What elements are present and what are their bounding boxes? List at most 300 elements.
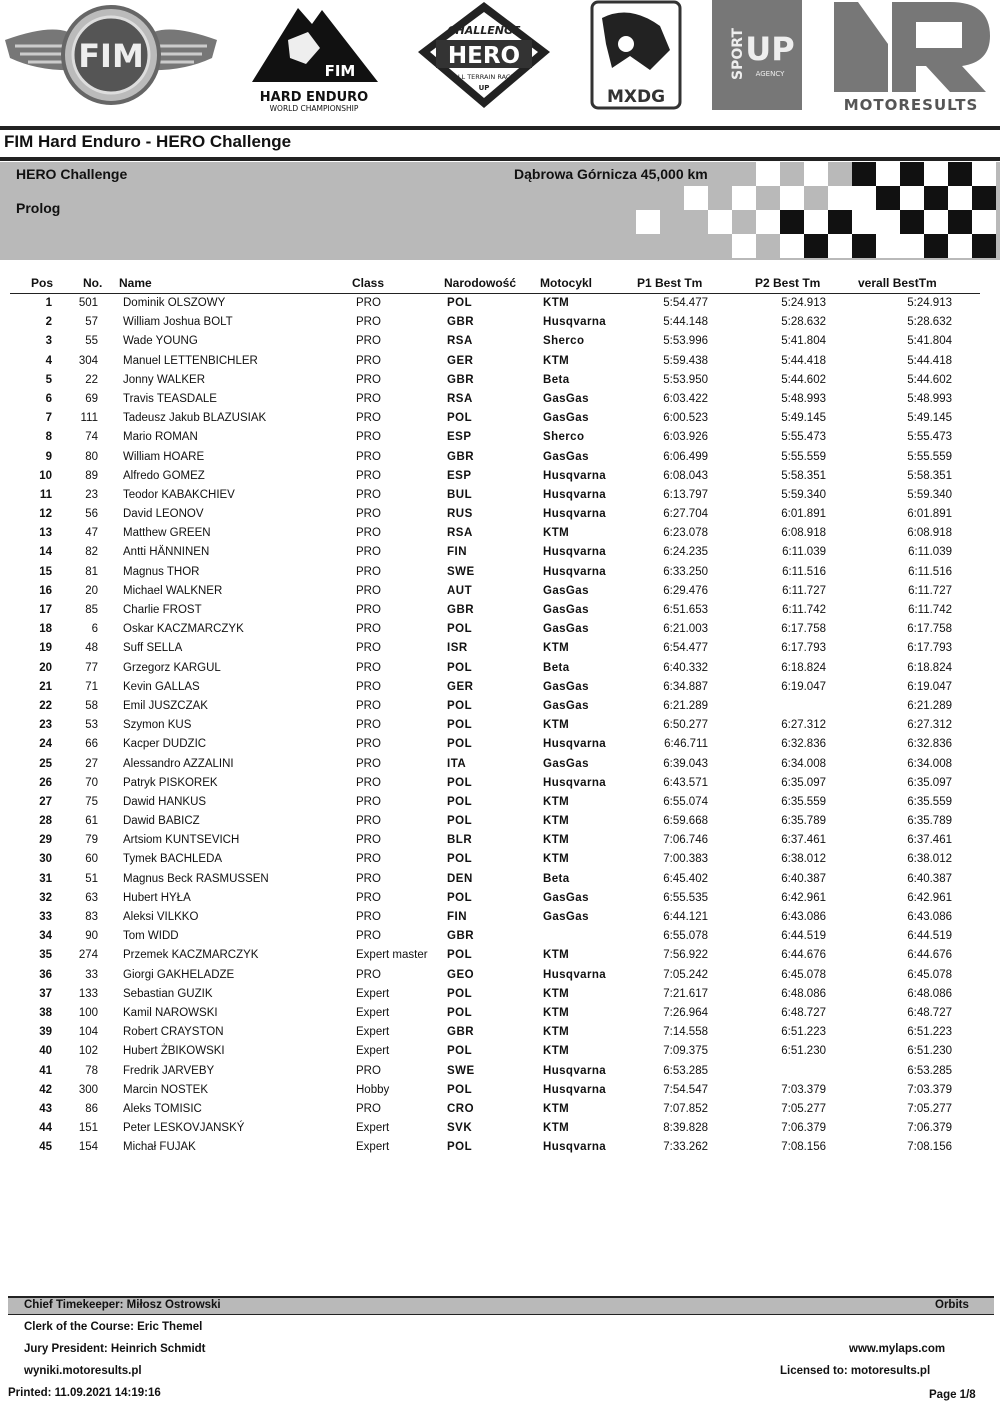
svg-text:SPORT: SPORT bbox=[730, 28, 746, 80]
row-nationality: RUS bbox=[447, 508, 473, 521]
row-class: PRO bbox=[356, 930, 381, 943]
row-name: Mario ROMAN bbox=[123, 431, 198, 444]
row-motorcycle: KTM bbox=[543, 1102, 570, 1115]
row-p2-time: 5:24.913 bbox=[781, 297, 826, 309]
row-p1-time: 6:55.074 bbox=[663, 795, 708, 808]
row-p1-time: 5:53.950 bbox=[663, 373, 708, 386]
row-name: Grzegorz KARGUL bbox=[123, 661, 221, 674]
row-p2-time: 5:55.559 bbox=[781, 450, 826, 463]
row-nationality: GER bbox=[447, 354, 474, 367]
row-name: Kevin GALLAS bbox=[123, 680, 200, 693]
row-motorcycle: KTM bbox=[543, 853, 570, 866]
row-motorcycle: KTM bbox=[543, 1026, 570, 1039]
row-class: PRO bbox=[356, 527, 381, 540]
row-p2-time: 5:58.351 bbox=[781, 469, 826, 482]
row-p1-time: 7:33.262 bbox=[663, 1141, 708, 1154]
row-pos: 37 bbox=[39, 987, 52, 1000]
row-nationality: POL bbox=[447, 699, 473, 712]
row-name: Dominik OLSZOWY bbox=[123, 297, 226, 309]
row-overall-time: 5:55.559 bbox=[907, 450, 952, 463]
row-name: William Joshua BOLT bbox=[123, 316, 233, 329]
row-name: Jonny WALKER bbox=[123, 373, 206, 386]
row-class: Expert master bbox=[356, 949, 428, 962]
row-name: Fredrik JARVEBY bbox=[123, 1064, 215, 1077]
row-nationality: POL bbox=[447, 623, 473, 636]
row-number: 56 bbox=[85, 508, 98, 521]
row-overall-time: 6:40.387 bbox=[907, 872, 952, 885]
row-p1-time: 6:59.668 bbox=[663, 815, 708, 828]
col-p1: P1 Best Tm bbox=[637, 276, 703, 290]
sponsor-logos bbox=[0, 0, 1000, 120]
row-p2-time: 6:11.039 bbox=[782, 546, 826, 559]
svg-text:MXDG: MXDG bbox=[606, 87, 666, 107]
row-number: 501 bbox=[78, 297, 98, 309]
row-p1-time: 6:13.797 bbox=[663, 488, 708, 501]
row-p1-time: 7:07.852 bbox=[663, 1102, 708, 1115]
checker-square bbox=[876, 162, 900, 186]
row-p1-time: 6:21.289 bbox=[663, 699, 708, 712]
row-overall-time: 5:41.804 bbox=[907, 335, 952, 348]
row-overall-time: 6:35.789 bbox=[907, 815, 952, 828]
table-row bbox=[0, 449, 1000, 468]
row-nationality: SVK bbox=[447, 1122, 473, 1135]
row-name: Emil JUSZCZAK bbox=[123, 699, 208, 712]
row-number: 274 bbox=[78, 949, 98, 962]
row-number: 69 bbox=[85, 392, 98, 405]
checker-square bbox=[828, 186, 852, 210]
row-name: Alessandro AZZALINI bbox=[123, 757, 234, 770]
row-p2-time: 6:48.727 bbox=[781, 1006, 826, 1019]
table-row bbox=[0, 851, 1000, 870]
row-p1-time: 6:54.477 bbox=[663, 642, 708, 655]
row-nationality: RSA bbox=[447, 392, 473, 405]
row-motorcycle: KTM bbox=[543, 1122, 570, 1135]
row-overall-time: 6:44.519 bbox=[907, 930, 952, 943]
checker-square bbox=[900, 234, 924, 258]
row-motorcycle: KTM bbox=[543, 1006, 570, 1019]
checker-square bbox=[828, 210, 852, 234]
row-number: 66 bbox=[85, 738, 98, 751]
row-pos: 13 bbox=[39, 527, 52, 540]
row-number: 82 bbox=[85, 546, 98, 559]
col-class: Class bbox=[352, 276, 385, 290]
row-motorcycle: KTM bbox=[543, 795, 570, 808]
row-class: PRO bbox=[356, 584, 381, 597]
row-overall-time: 5:59.340 bbox=[907, 488, 952, 501]
checker-square bbox=[948, 162, 972, 186]
row-motorcycle: GasGas bbox=[543, 412, 589, 425]
row-class: PRO bbox=[356, 891, 381, 904]
row-motorcycle: GasGas bbox=[543, 699, 589, 712]
row-pos: 14 bbox=[39, 546, 52, 559]
row-nationality: POL bbox=[447, 297, 473, 309]
row-number: 151 bbox=[78, 1122, 98, 1135]
row-p1-time: 6:40.332 bbox=[663, 661, 708, 674]
table-row bbox=[0, 333, 1000, 352]
row-class: PRO bbox=[356, 335, 381, 348]
row-pos: 3 bbox=[45, 335, 52, 348]
row-p2-time: 6:35.559 bbox=[781, 795, 826, 808]
row-p2-time: 6:32.836 bbox=[781, 738, 826, 751]
row-overall-time: 6:42.961 bbox=[907, 891, 952, 904]
row-overall-time: 6:35.097 bbox=[907, 776, 952, 789]
mylaps-website[interactable]: www.mylaps.com bbox=[849, 1343, 946, 1355]
row-number: 33 bbox=[85, 968, 98, 981]
row-overall-time: 6:53.285 bbox=[907, 1064, 952, 1077]
row-class: PRO bbox=[356, 642, 381, 655]
row-p2-time: 6:37.461 bbox=[781, 834, 826, 847]
checker-square bbox=[972, 234, 996, 258]
row-pos: 42 bbox=[39, 1083, 52, 1096]
row-overall-time: 6:51.223 bbox=[907, 1026, 952, 1039]
table-row bbox=[0, 1063, 1000, 1082]
checker-square bbox=[948, 186, 972, 210]
row-motorcycle: Husqvarna bbox=[543, 316, 607, 329]
row-overall-time: 7:08.156 bbox=[907, 1141, 952, 1154]
row-overall-time: 6:51.230 bbox=[907, 1045, 952, 1058]
row-name: Dawid HANKUS bbox=[123, 795, 207, 808]
row-nationality: SWE bbox=[447, 565, 475, 578]
results-website[interactable]: wyniki.motoresults.pl bbox=[24, 1365, 142, 1377]
table-row bbox=[0, 871, 1000, 890]
row-overall-time: 5:44.602 bbox=[907, 373, 952, 386]
row-name: Charlie FROST bbox=[123, 604, 202, 616]
row-p2-time: 6:48.086 bbox=[781, 987, 826, 1000]
row-motorcycle: Husqvarna bbox=[543, 488, 607, 501]
row-motorcycle: Husqvarna bbox=[543, 546, 607, 559]
row-nationality: POL bbox=[447, 1045, 473, 1058]
row-p2-time: 6:34.008 bbox=[781, 757, 826, 770]
row-overall-time: 6:43.086 bbox=[907, 911, 952, 923]
row-nationality: GBR bbox=[447, 604, 475, 616]
row-name: Tymek BACHLEDA bbox=[123, 853, 223, 866]
row-pos: 10 bbox=[39, 469, 52, 482]
row-overall-time: 6:32.836 bbox=[907, 738, 952, 751]
orbits-label: Orbits bbox=[935, 1299, 969, 1311]
row-pos: 44 bbox=[39, 1122, 52, 1135]
row-number: 300 bbox=[78, 1083, 98, 1096]
hard-enduro-logo bbox=[248, 0, 382, 115]
row-overall-time: 6:44.676 bbox=[907, 949, 952, 962]
row-pos: 34 bbox=[39, 930, 52, 943]
row-number: 78 bbox=[85, 1064, 98, 1077]
row-p1-time: 6:55.535 bbox=[663, 891, 708, 904]
row-p1-time: 7:21.617 bbox=[663, 987, 708, 1000]
checkered-flag-pattern bbox=[636, 162, 1000, 260]
row-number: 75 bbox=[85, 795, 98, 808]
row-overall-time: 6:27.312 bbox=[907, 719, 952, 732]
row-pos: 15 bbox=[39, 565, 52, 578]
table-row bbox=[0, 372, 1000, 391]
row-class: PRO bbox=[356, 392, 381, 405]
row-p2-time: 7:03.379 bbox=[781, 1083, 826, 1096]
row-pos: 38 bbox=[39, 1006, 52, 1019]
row-class: PRO bbox=[356, 661, 381, 674]
row-name: Dawid BABICZ bbox=[123, 815, 200, 828]
row-name: Kacper DUDZIC bbox=[123, 738, 207, 751]
row-p1-time: 6:03.422 bbox=[663, 392, 708, 405]
table-row bbox=[0, 890, 1000, 909]
checker-square bbox=[756, 210, 780, 234]
row-class: PRO bbox=[356, 776, 381, 789]
row-motorcycle: KTM bbox=[543, 719, 570, 732]
row-class: PRO bbox=[356, 297, 381, 309]
checker-square bbox=[900, 210, 924, 234]
row-number: 304 bbox=[78, 354, 98, 367]
row-p1-time: 6:44.121 bbox=[663, 911, 708, 923]
row-class: Expert bbox=[356, 987, 390, 1000]
row-pos: 45 bbox=[39, 1141, 52, 1154]
row-class: Expert bbox=[356, 1045, 390, 1058]
row-nationality: ESP bbox=[447, 469, 472, 482]
row-overall-time: 7:03.379 bbox=[907, 1083, 952, 1096]
table-row bbox=[0, 1005, 1000, 1024]
row-p2-time: 5:28.632 bbox=[781, 316, 826, 329]
row-nationality: FIN bbox=[447, 546, 468, 559]
row-overall-time: 5:44.418 bbox=[907, 354, 952, 367]
row-pos: 36 bbox=[39, 968, 52, 981]
table-row bbox=[0, 602, 1000, 621]
row-name: Sebastian GUZIK bbox=[123, 987, 213, 1000]
row-p2-time: 5:48.993 bbox=[781, 392, 826, 405]
row-overall-time: 6:11.742 bbox=[908, 604, 952, 616]
svg-text:FIM: FIM bbox=[324, 62, 356, 80]
row-overall-time: 6:11.516 bbox=[908, 565, 952, 578]
table-row bbox=[0, 1082, 1000, 1101]
row-pos: 11 bbox=[39, 488, 52, 501]
row-motorcycle: Husqvarna bbox=[543, 738, 607, 751]
row-p1-time: 7:09.375 bbox=[663, 1045, 708, 1058]
row-motorcycle: KTM bbox=[543, 834, 570, 847]
row-name: Teodor KABAKCHIEV bbox=[123, 488, 235, 501]
row-nationality: BUL bbox=[447, 488, 473, 501]
checker-square bbox=[876, 186, 900, 210]
row-motorcycle: GasGas bbox=[543, 757, 589, 770]
printed-timestamp: Printed: 11.09.2021 14:19:16 bbox=[8, 1387, 161, 1399]
row-pos: 27 bbox=[39, 795, 52, 808]
row-number: 57 bbox=[85, 316, 98, 329]
row-p2-time: 7:08.156 bbox=[781, 1141, 826, 1154]
row-pos: 24 bbox=[39, 738, 52, 751]
row-p1-time: 6:51.653 bbox=[663, 604, 708, 616]
row-name: Antti HÄNNINEN bbox=[123, 546, 210, 559]
svg-text:AGENCY: AGENCY bbox=[755, 70, 785, 78]
row-p1-time: 6:00.523 bbox=[663, 412, 708, 425]
row-overall-time: 6:48.086 bbox=[907, 987, 952, 1000]
table-row bbox=[0, 756, 1000, 775]
checker-square bbox=[972, 186, 996, 210]
col-p2: P2 Best Tm bbox=[755, 276, 821, 290]
row-pos: 40 bbox=[39, 1045, 52, 1058]
row-overall-time: 6:11.727 bbox=[908, 584, 952, 597]
row-p2-time: 6:11.727 bbox=[782, 584, 826, 597]
row-class: Expert bbox=[356, 1141, 390, 1154]
row-nationality: GBR bbox=[447, 450, 475, 463]
row-overall-time: 6:17.758 bbox=[907, 623, 952, 636]
row-name: Peter LESKOVJANSKÝ bbox=[123, 1122, 245, 1135]
row-pos: 30 bbox=[39, 853, 52, 866]
row-overall-time: 7:06.379 bbox=[907, 1122, 952, 1135]
checker-square bbox=[948, 210, 972, 234]
row-overall-time: 5:48.993 bbox=[907, 392, 952, 405]
row-motorcycle: GasGas bbox=[543, 392, 589, 405]
checker-square bbox=[636, 210, 660, 234]
table-row bbox=[0, 736, 1000, 755]
motoresults-logo bbox=[830, 0, 992, 115]
row-class: PRO bbox=[356, 911, 381, 923]
row-nationality: GER bbox=[447, 680, 474, 693]
row-nationality: POL bbox=[447, 815, 473, 828]
page-title: FIM Hard Enduro - HERO Challenge bbox=[4, 132, 292, 151]
title-rule bbox=[0, 157, 1000, 161]
row-number: 111 bbox=[80, 412, 98, 425]
row-overall-time: 6:35.559 bbox=[907, 795, 952, 808]
checker-square bbox=[852, 234, 876, 258]
checker-square bbox=[900, 186, 924, 210]
row-number: 85 bbox=[85, 604, 98, 616]
row-nationality: RSA bbox=[447, 335, 473, 348]
svg-text:HERO: HERO bbox=[447, 43, 521, 69]
row-name: Alfredo GOMEZ bbox=[123, 469, 205, 482]
row-p2-time: 6:17.758 bbox=[781, 623, 826, 636]
row-pos: 12 bbox=[39, 508, 52, 521]
row-nationality: SWE bbox=[447, 1064, 475, 1077]
fim-logo bbox=[0, 0, 222, 115]
row-overall-time: 5:24.913 bbox=[907, 297, 952, 309]
row-name: William HOARE bbox=[123, 450, 205, 463]
row-number: 102 bbox=[78, 1045, 98, 1058]
row-number: 55 bbox=[85, 335, 98, 348]
row-p1-time: 6:08.043 bbox=[663, 469, 708, 482]
table-row bbox=[0, 564, 1000, 583]
table-row bbox=[0, 660, 1000, 679]
checker-square bbox=[780, 186, 804, 210]
row-p2-time: 6:44.519 bbox=[781, 930, 826, 943]
svg-text:WORLD CHAMPIONSHIP: WORLD CHAMPIONSHIP bbox=[269, 104, 359, 113]
checker-square bbox=[972, 210, 996, 234]
row-pos: 18 bbox=[39, 623, 52, 636]
row-name: Michael WALKNER bbox=[123, 584, 223, 597]
row-nationality: POL bbox=[447, 738, 473, 751]
header-rule bbox=[0, 126, 1000, 130]
row-name: Robert CRAYSTON bbox=[123, 1026, 224, 1039]
row-nationality: GBR bbox=[447, 316, 475, 329]
row-name: Manuel LETTENBICHLER bbox=[123, 354, 258, 367]
checker-square bbox=[972, 162, 996, 186]
row-number: 70 bbox=[85, 776, 98, 789]
table-row bbox=[0, 295, 1000, 314]
checker-square bbox=[852, 210, 876, 234]
row-motorcycle: KTM bbox=[543, 1045, 570, 1058]
row-nationality: POL bbox=[447, 853, 473, 866]
row-class: PRO bbox=[356, 565, 381, 578]
row-p2-time: 6:01.891 bbox=[781, 508, 826, 521]
header-underline bbox=[10, 293, 980, 294]
row-p1-time: 7:06.746 bbox=[663, 834, 708, 847]
table-row bbox=[0, 544, 1000, 563]
row-name: Marcin NOSTEK bbox=[123, 1083, 208, 1096]
row-number: 81 bbox=[85, 565, 98, 578]
checker-square bbox=[852, 186, 876, 210]
row-name: Giorgi GAKHELADZE bbox=[123, 968, 235, 981]
row-class: PRO bbox=[356, 431, 381, 444]
row-motorcycle: KTM bbox=[543, 815, 570, 828]
row-motorcycle: Husqvarna bbox=[543, 776, 607, 789]
row-nationality: POL bbox=[447, 987, 473, 1000]
table-row bbox=[0, 314, 1000, 333]
results-header bbox=[0, 276, 1000, 292]
checker-square bbox=[900, 162, 924, 186]
row-motorcycle: KTM bbox=[543, 297, 570, 309]
row-name: Aleksi VILKKO bbox=[123, 911, 199, 923]
checker-square bbox=[876, 234, 900, 258]
row-name: Aleks TOMISIC bbox=[123, 1102, 202, 1115]
checker-square bbox=[852, 162, 876, 186]
row-p1-time: 8:39.828 bbox=[663, 1122, 708, 1135]
row-p2-time: 6:08.918 bbox=[781, 527, 826, 540]
row-number: 133 bbox=[78, 987, 98, 1000]
row-pos: 33 bbox=[39, 911, 52, 923]
row-number: 20 bbox=[85, 584, 98, 597]
row-number: 51 bbox=[85, 872, 98, 885]
row-motorcycle: Husqvarna bbox=[543, 1064, 607, 1077]
checker-square bbox=[708, 210, 732, 234]
row-p1-time: 7:54.547 bbox=[663, 1083, 708, 1096]
row-pos: 26 bbox=[39, 776, 52, 789]
table-row bbox=[0, 832, 1000, 851]
checker-square bbox=[948, 234, 972, 258]
row-motorcycle: KTM bbox=[543, 527, 570, 540]
row-pos: 7 bbox=[45, 412, 52, 425]
row-p1-time: 6:33.250 bbox=[663, 565, 708, 578]
row-motorcycle: GasGas bbox=[543, 891, 589, 904]
row-class: PRO bbox=[356, 450, 381, 463]
row-number: 154 bbox=[78, 1141, 98, 1154]
checker-square bbox=[924, 162, 948, 186]
row-number: 100 bbox=[78, 1006, 98, 1019]
checker-square bbox=[804, 210, 828, 234]
row-overall-time: 5:58.351 bbox=[907, 469, 952, 482]
row-nationality: POL bbox=[447, 949, 473, 962]
row-number: 63 bbox=[85, 891, 98, 904]
row-p2-time: 6:51.223 bbox=[781, 1026, 826, 1039]
checker-square bbox=[804, 162, 828, 186]
licensed-to: Licensed to: motoresults.pl bbox=[780, 1365, 931, 1377]
row-name: Tadeusz Jakub BLAZUSIAK bbox=[123, 412, 267, 425]
table-row bbox=[0, 525, 1000, 544]
row-overall-time: 6:34.008 bbox=[907, 757, 952, 770]
row-name: Hubert HYŁA bbox=[123, 891, 191, 904]
row-p2-time: 6:11.516 bbox=[782, 565, 826, 578]
col-no: No. bbox=[83, 276, 103, 290]
row-pos: 16 bbox=[39, 584, 52, 597]
row-class: Expert bbox=[356, 1026, 390, 1039]
svg-text:ALL TERRAIN RACE: ALL TERRAIN RACE bbox=[453, 73, 515, 81]
row-number: 89 bbox=[85, 469, 98, 482]
table-row bbox=[0, 621, 1000, 640]
row-number: 58 bbox=[85, 699, 98, 712]
row-p2-time: 6:43.086 bbox=[781, 911, 826, 923]
row-nationality: POL bbox=[447, 412, 473, 425]
table-row bbox=[0, 583, 1000, 602]
row-class: PRO bbox=[356, 795, 381, 808]
table-row bbox=[0, 909, 1000, 928]
row-overall-time: 6:21.289 bbox=[907, 699, 952, 712]
row-p1-time: 6:03.926 bbox=[663, 431, 708, 444]
row-number: 79 bbox=[85, 834, 98, 847]
checker-square bbox=[876, 210, 900, 234]
row-p2-time: 6:11.742 bbox=[782, 604, 826, 616]
